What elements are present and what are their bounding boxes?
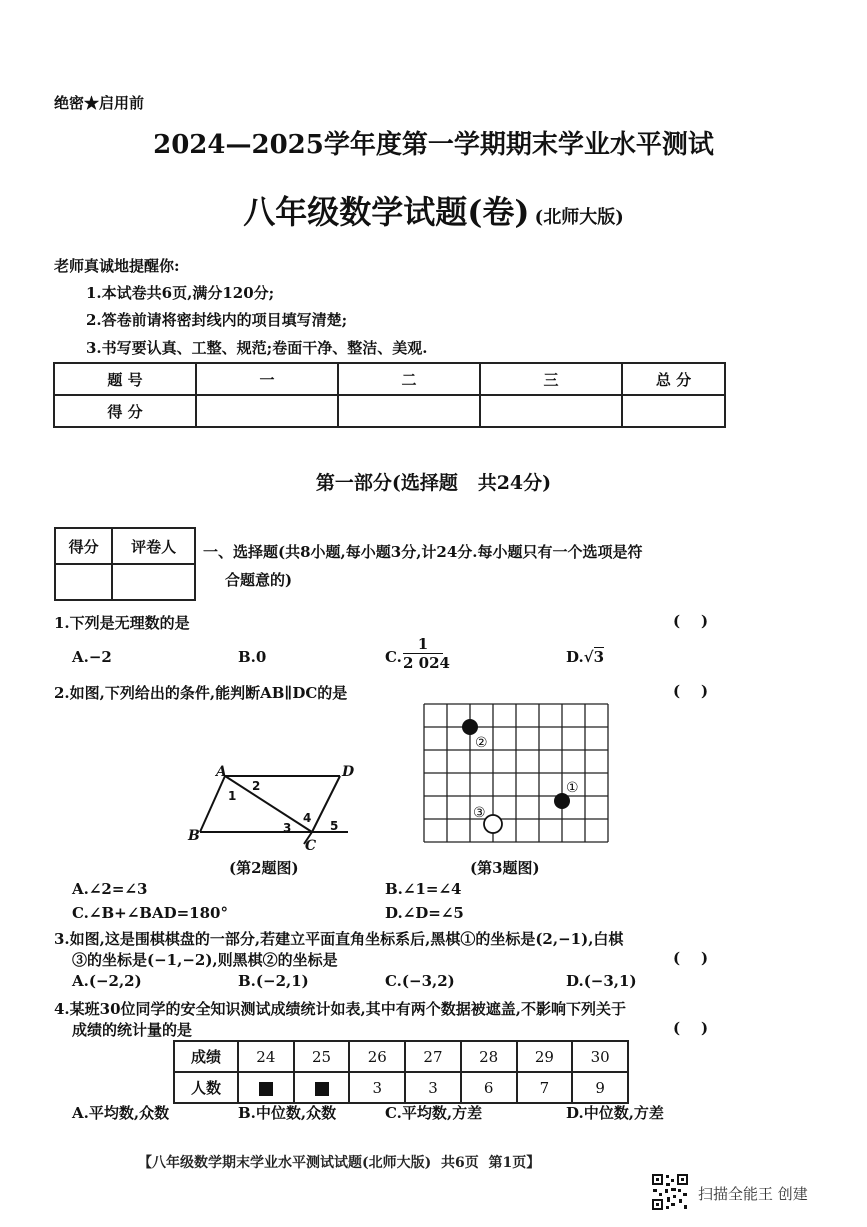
paper-edition: (北师大版) <box>534 207 624 228</box>
q1-stem: 1.下列是无理数的是 <box>54 614 190 632</box>
score-cell[interactable] <box>480 395 622 427</box>
fig2-angle-5: 5 <box>330 819 339 833</box>
q4-option-a: A.平均数,众数 <box>72 1104 170 1122</box>
answer-paren[interactable]: ( ) <box>673 949 709 967</box>
q3-option-d: D.(−3,1) <box>566 972 637 990</box>
score-cell[interactable] <box>622 395 725 427</box>
stats-score-cell: 29 <box>517 1041 573 1072</box>
note-item: 3.书写要认真、工整、规范;卷面干净、整洁、美观. <box>86 339 428 357</box>
q1-option-a: A.−2 <box>72 648 112 666</box>
score-header-cell: 三 <box>480 363 622 395</box>
q1-c-numerator: 1 <box>403 636 443 654</box>
confidential-label: 绝密★启用前 <box>54 94 145 112</box>
fig2-label-c: C <box>305 838 317 854</box>
stats-count-cell: 7 <box>517 1072 573 1103</box>
score-header-cell: 一 <box>196 363 338 395</box>
stats-count-cell <box>238 1072 294 1103</box>
fig2-label-d: D <box>342 764 355 780</box>
q4-option-d: D.中位数,方差 <box>566 1104 664 1122</box>
q3-stem: 3.如图,这是围棋棋盘的一部分,若建立平面直角坐标系后,黑棋①的坐标是(2,−1),白棋 <box>54 930 624 948</box>
score-header-cell: 二 <box>338 363 480 395</box>
answer-paren[interactable]: ( ) <box>673 682 709 700</box>
q1-option-b: B.0 <box>238 648 267 666</box>
white-stone-3 <box>484 815 502 833</box>
stats-count-cell: 3 <box>405 1072 461 1103</box>
grader-name-label: 评卷人 <box>112 528 195 564</box>
fig3-mark-3: ③ <box>473 805 486 821</box>
page-footer: 【八年级数学期末学业水平测试试题(北师大版) 共6页 第1页】 <box>138 1155 541 1171</box>
stats-score-cell: 27 <box>405 1041 461 1072</box>
score-header-cell: 总 分 <box>622 363 725 395</box>
q1-c-prefix: C. <box>385 648 402 666</box>
stats-header-count: 人数 <box>174 1072 238 1103</box>
stats-score-cell: 26 <box>349 1041 405 1072</box>
fig2-parallelogram <box>180 760 365 855</box>
q4-stem-cont: 成绩的统计量的是 <box>72 1021 193 1039</box>
grader-score-label: 得分 <box>55 528 112 564</box>
q2-option-b: B.∠1=∠4 <box>385 880 462 898</box>
fig2-angle-3: 3 <box>283 821 292 835</box>
grader-name-cell[interactable] <box>112 564 195 600</box>
black-stone-2 <box>462 719 478 735</box>
scanner-watermark: 扫描全能王 创建 <box>698 1185 808 1203</box>
fig2-caption: (第2题图) <box>229 859 299 877</box>
q1-c-denominator: 2 024 <box>403 654 450 672</box>
fig3-mark-2: ② <box>475 735 488 751</box>
q3-option-c: C.(−3,2) <box>385 972 455 990</box>
fig3-caption: (第3题图) <box>470 859 540 877</box>
section-heading-cont: 合题意的) <box>225 571 293 589</box>
q4-option-b: B.中位数,众数 <box>238 1104 337 1122</box>
section-heading: 一、选择题(共8小题,每小题3分,计24分.每小题只有一个选项是符 <box>203 543 643 561</box>
note-item: 2.答卷前请将密封线内的项目填写清楚; <box>86 311 348 329</box>
fig2-label-b: B <box>188 828 200 844</box>
q2-stem: 2.如图,下列给出的条件,能判断AB∥DC的是 <box>54 684 348 702</box>
stats-score-cell: 30 <box>572 1041 628 1072</box>
stats-score-cell: 25 <box>294 1041 350 1072</box>
fig3-go-board <box>420 700 613 852</box>
q2-option-a: A.∠2=∠3 <box>72 880 148 898</box>
stats-count-cell: 6 <box>461 1072 517 1103</box>
note-item: 1.本试卷共6页,满分120分; <box>86 284 275 302</box>
q3-stem-cont: ③的坐标是(−1,−2),则黑棋②的坐标是 <box>72 951 338 969</box>
stats-header-score: 成绩 <box>174 1041 238 1072</box>
answer-paren[interactable]: ( ) <box>673 1019 709 1037</box>
q2-option-c: C.∠B+∠BAD=180° <box>72 904 228 922</box>
fig3-mark-1: ① <box>566 780 579 796</box>
stats-count-cell: 9 <box>572 1072 628 1103</box>
score-table <box>53 362 726 428</box>
q4-stem: 4.某班30位同学的安全知识测试成绩统计如表,其中有两个数据被遮盖,不影响下列关于 <box>54 1000 626 1018</box>
qr-code-icon <box>651 1173 689 1211</box>
stats-score-cell: 24 <box>238 1041 294 1072</box>
score-row-label: 得 分 <box>54 395 196 427</box>
score-cell[interactable] <box>196 395 338 427</box>
answer-paren[interactable]: ( ) <box>673 612 709 630</box>
paper-title <box>0 187 867 233</box>
fig2-angle-1: 1 <box>228 789 237 803</box>
part-title: 第一部分(选择题 共24分) <box>315 472 552 494</box>
sqrt-icon: √ <box>583 648 594 666</box>
q2-option-d: D.∠D=∠5 <box>385 904 464 922</box>
fig2-angle-2: 2 <box>252 779 261 793</box>
q1-option-d <box>566 648 604 666</box>
notes-intro: 老师真诚地提醒你: <box>54 257 180 275</box>
stats-score-cell: 28 <box>461 1041 517 1072</box>
fig2-angle-4: 4 <box>303 811 312 825</box>
q4-option-c: C.平均数,方差 <box>385 1104 483 1122</box>
grader-score-cell[interactable] <box>55 564 112 600</box>
fig2-label-a: A <box>216 764 227 780</box>
exam-title: 2024—2025学年度第一学期期末学业水平测试 <box>153 130 714 160</box>
q1-d-radicand: 3 <box>593 648 604 666</box>
grader-box <box>54 527 196 601</box>
masked-square-icon <box>259 1082 273 1096</box>
paper-subject: 八年级数学试题(卷) <box>243 193 530 231</box>
stats-count-cell <box>294 1072 350 1103</box>
masked-square-icon <box>315 1082 329 1096</box>
q4-stats-table <box>173 1040 629 1104</box>
score-cell[interactable] <box>338 395 480 427</box>
q3-option-a: A.(−2,2) <box>72 972 142 990</box>
q1-d-prefix: D. <box>566 648 584 666</box>
q3-option-b: B.(−2,1) <box>238 972 309 990</box>
score-header-cell: 题 号 <box>54 363 196 395</box>
stats-count-cell: 3 <box>349 1072 405 1103</box>
